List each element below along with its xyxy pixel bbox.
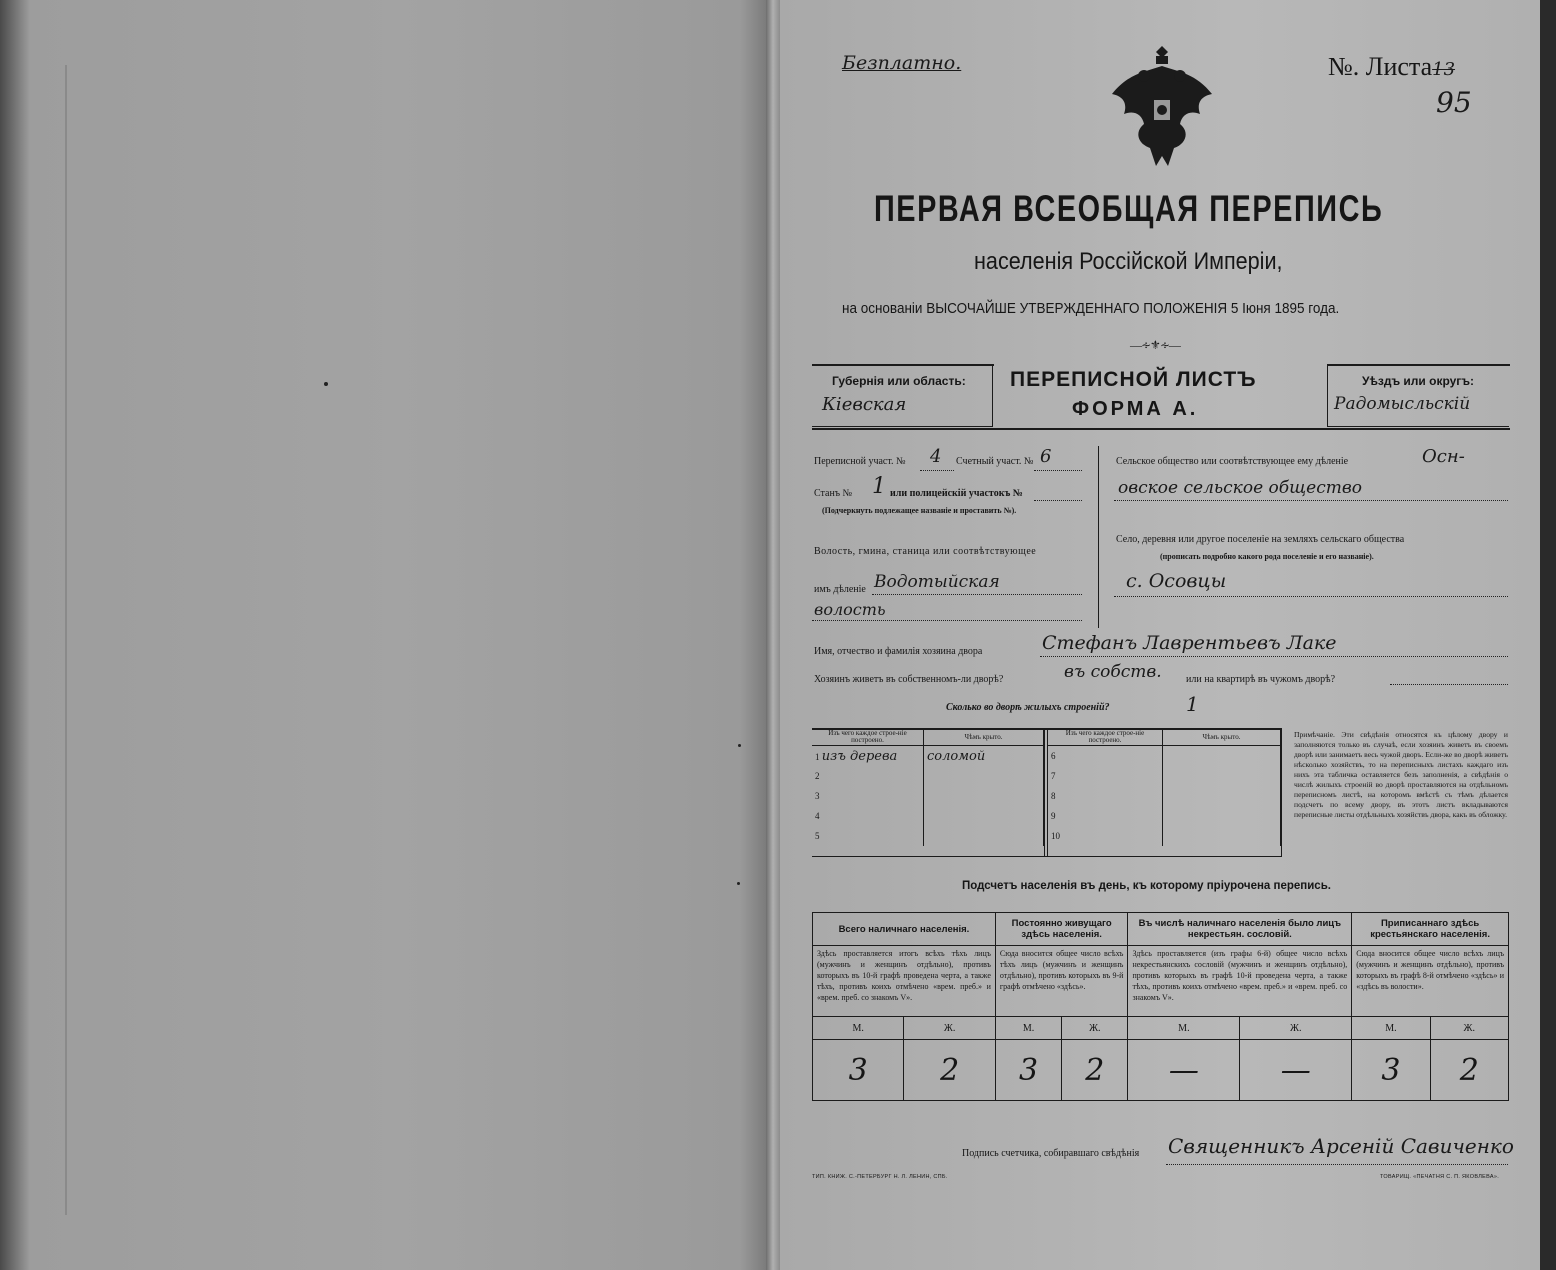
- male-label: М.: [995, 1017, 1061, 1040]
- printer-mark-left: ТИП. КНИЖ. С.-ПЕТЕРБУРГ Н. Л. ЛЕНИН, СПБ.: [812, 1174, 948, 1180]
- row-number: 5: [815, 831, 820, 841]
- summary-col-description: Здѣсь проставляется итогъ всѣхъ тѣхъ лицъ (мужчинъ и женщинъ отдѣльно), противъ которыхъ въ 10-й графѣ проведена черта, а также тѣхъ, противъ коихъ отмѣчено «врем. преб.» и «врем. преб. со знакомъ V».: [813, 946, 996, 1017]
- roof-col-header: Чѣмъ крыто.: [1163, 729, 1281, 746]
- permanent-male-value: 3: [995, 1040, 1061, 1101]
- summary-col-header: Всего наличнаго населенія.: [813, 913, 996, 946]
- stan-value: 1: [872, 474, 886, 499]
- owner-label: Имя, отчество и фамилія хозяина двора: [814, 646, 983, 657]
- row-number: 3: [815, 791, 820, 801]
- roof-col-header: Чѣмъ крыто.: [924, 729, 1044, 746]
- row-number: 9: [1051, 811, 1056, 821]
- form-title: ПЕРЕПИСНОЙ ЛИСТЪ: [1010, 368, 1257, 391]
- owner-line: [1040, 656, 1508, 657]
- female-label: Ж.: [1430, 1017, 1508, 1040]
- schet-uchastok-line: [1034, 470, 1082, 471]
- roof-value: соломой: [924, 746, 1044, 767]
- female-label: Ж.: [1062, 1017, 1128, 1040]
- non-peasant-male-value: —: [1128, 1040, 1240, 1101]
- male-label: М.: [1352, 1017, 1430, 1040]
- building-row: [812, 806, 1044, 826]
- sheet-number-label-text: №. Листа: [1328, 52, 1433, 81]
- row-number: 7: [1051, 771, 1056, 781]
- building-row: [1048, 806, 1281, 826]
- basis-line: на основаніи ВЫСОЧАЙШЕ УТВЕРЖДЕННАГО ПОЛОЖЕНІЯ 5 Іюня 1895 года.: [842, 300, 1340, 317]
- village-line: [1114, 596, 1508, 597]
- population-summary-table: [812, 912, 1509, 1101]
- summary-title: Подсчетъ населенія въ день, къ которому пріурочена перепись.: [962, 880, 1331, 892]
- volost-line-2: [812, 620, 1082, 621]
- cover-speck: [324, 382, 328, 386]
- sub-title: населенія Россійской Имперіи,: [974, 248, 1283, 275]
- gubernia-label: Губернія или область:: [832, 374, 966, 388]
- fields-divider: [1098, 446, 1099, 628]
- cover-fold-line: [65, 65, 67, 1215]
- buildings-table-right: [1281, 728, 1282, 856]
- cover-speck: [737, 882, 740, 885]
- female-label: Ж.: [1240, 1017, 1352, 1040]
- row-number: 6: [1051, 751, 1056, 761]
- volost-label: Волость, гмина, станица или соотвѣтствующее: [814, 546, 1037, 557]
- signature-line: [1166, 1164, 1508, 1165]
- society-label: Сельское общество или соотвѣтствующее ему дѣленіе: [1116, 456, 1349, 467]
- volost-value-2: волость: [814, 600, 886, 619]
- village-note: (прописать подробно какого рода поселеніе и его названіе).: [1160, 552, 1374, 561]
- gubernia-top-rule: [812, 364, 994, 366]
- material-col-header: Изъ чего каждое строе-ніе построено.: [812, 729, 924, 746]
- row-number: 1: [815, 751, 820, 762]
- buildings-note: Примѣчаніе. Эти свѣдѣнія относятся къ цѣлому двору и заполняются только въ случаѣ, если хозяинъ живетъ въ своемъ дворѣ или занимаетъ весь чужой дворъ. Если-же во дворѣ живетъ нѣсколько хозяйствъ, то на переписныхъ листахъ каждаго изъ нихъ эта табличка оставляется безъ заполненія, а свѣдѣнія о числѣ жилыхъ строеній во дворѣ проставляются на отдѣльномъ переписномъ листѣ, на которомъ вмѣстѣ съ тѣмъ дѣлается подсчетъ по всему двору, въ этотъ листъ вкладываются переписные листы отдѣльныхъ хозяйствъ двора, какъ въ обложку.: [1294, 730, 1508, 819]
- rent-line: [1390, 684, 1508, 685]
- book-spine: [766, 0, 780, 1270]
- ornament-divider: —∻⚜∻—: [1130, 338, 1180, 352]
- buildings-table-right: [1048, 729, 1281, 846]
- cover-speck: [738, 744, 741, 747]
- village-value: с. Осовцы: [1126, 570, 1227, 592]
- main-title: ПЕРВАЯ ВСЕОБЩАЯ ПЕРЕПИСЬ: [874, 188, 1384, 229]
- perepis-uchastok-label: Переписной участ. №: [814, 456, 906, 467]
- society-line: [1114, 500, 1508, 501]
- building-row: [812, 786, 1044, 806]
- schet-uchastok-label: Счетный участ. №: [956, 456, 1034, 467]
- total-female-value: 2: [904, 1040, 995, 1101]
- own-yard-label: Хозяинъ живетъ въ собственномъ-ли дворѣ?: [814, 674, 1004, 685]
- summary-col-description: Сюда вносится общее число всѣхъ лицъ (мужчинъ и женщинъ отдѣльно), противъ которыхъ въ графѣ 8-й отмѣчено «здѣсь» и «здѣсь въ волости».: [1352, 946, 1509, 1017]
- society-value-2: овское сельское общество: [1118, 478, 1362, 498]
- society-value: Осн-: [1422, 446, 1465, 467]
- summary-col-header: Приписаннаго здѣсь крестьянскаго населенія.: [1352, 913, 1509, 946]
- permanent-female-value: 2: [1062, 1040, 1128, 1101]
- signature-value: Священникъ Арсеній Савиченко: [1168, 1134, 1514, 1158]
- female-label: Ж.: [904, 1017, 995, 1040]
- buildings-table-left: [812, 729, 1044, 846]
- form-subtitle: ФОРМА А.: [1072, 398, 1199, 420]
- sheet-number-label: [1328, 52, 1455, 82]
- owner-value: Стефанъ Лаврентьевъ Лаке: [1042, 632, 1337, 654]
- registered-male-value: 3: [1352, 1040, 1430, 1101]
- uezd-value: Радомысльскій: [1334, 394, 1471, 414]
- schet-uchastok-value: 6: [1040, 446, 1052, 467]
- total-male-value: 3: [813, 1040, 904, 1101]
- sheet-number-handwritten: 95: [1436, 86, 1472, 119]
- volost-value: Водотыйская: [874, 572, 1000, 592]
- row-number: 10: [1051, 831, 1060, 841]
- male-label: М.: [813, 1017, 904, 1040]
- summary-col-header: Въ числѣ наличнаго населенія было лицъ некрестьян. сословій.: [1128, 913, 1352, 946]
- building-row: [812, 746, 1044, 767]
- perepis-uchastok-line: [920, 470, 954, 471]
- signature-label: Подпись счетчика, собиравшаго свѣдѣнія: [962, 1148, 1140, 1159]
- row-number: 2: [815, 771, 820, 781]
- building-row: [812, 766, 1044, 786]
- material-col-header: Изъ чего каждое строе-ніе построено.: [1048, 729, 1163, 746]
- buildings-value: 1: [1186, 692, 1199, 716]
- uezd-top-rule: [1327, 364, 1510, 366]
- volost-label-2: имъ дѣленіе: [814, 584, 866, 595]
- village-label: Село, деревня или другое поселеніе на земляхъ сельскаго общества: [1116, 534, 1405, 545]
- male-label: М.: [1128, 1017, 1240, 1040]
- uezd-label: Уѣздъ или округъ:: [1362, 374, 1475, 388]
- sheet-number-struck: 13: [1432, 59, 1456, 80]
- perepis-uchastok-value: 4: [930, 446, 942, 467]
- form-header-bottom-rule: [812, 428, 1510, 430]
- summary-col-description: Сюда вносится общее число всѣхъ тѣхъ лицъ (мужчинъ и женщинъ отдѣльно), противъ которыхъ въ 9-й графѣ отмѣчено «здѣсь».: [995, 946, 1128, 1017]
- imperial-eagle-emblem: [1104, 44, 1220, 168]
- police-uchastok-line: [1034, 500, 1082, 501]
- non-peasant-female-value: —: [1240, 1040, 1352, 1101]
- summary-col-header: Постоянно живущаго здѣсь населенія.: [995, 913, 1128, 946]
- police-uchastok-label: или полицейскій участокъ №: [890, 488, 1023, 499]
- building-row: [1048, 826, 1281, 846]
- row-number: 8: [1051, 791, 1056, 801]
- underline-note: (Подчеркнуть подлежащее названіе и проставить №).: [822, 506, 1017, 515]
- building-row: [1048, 786, 1281, 806]
- rent-label: или на квартирѣ въ чужомъ дворѣ?: [1186, 674, 1336, 685]
- buildings-label: Сколько во дворѣ жилыхъ строеній?: [946, 702, 1110, 713]
- registered-female-value: 2: [1430, 1040, 1508, 1101]
- free-label: Безплатно.: [842, 52, 962, 74]
- left-cover-page: [0, 0, 770, 1270]
- building-row: [1048, 766, 1281, 786]
- own-yard-value: въ собств.: [1064, 662, 1162, 682]
- printer-mark-right: ТОВАРИЩ. «ПЕЧАТНЯ С. П. ЯКОВЛЕВА».: [1380, 1174, 1500, 1180]
- row-number: 4: [815, 811, 820, 821]
- building-row: [1048, 746, 1281, 767]
- page-edge: [1540, 0, 1556, 1270]
- building-row: [812, 826, 1044, 846]
- material-value: изъ дерева: [821, 748, 898, 764]
- buildings-table-bottom: [812, 856, 1282, 857]
- volost-line: [872, 594, 1082, 595]
- stan-label: Станъ №: [814, 488, 853, 499]
- summary-col-description: Здѣсь проставляется (изъ графы 6-й) общее число всѣхъ некрестьянскихъ сословій (мужчинъ и женщинъ отдѣльно), противъ которыхъ въ графѣ 10-й проведена черта, а также тѣхъ, противъ коихъ отмѣчено «врем. преб.» и «врем. преб. со знакомъ V».: [1128, 946, 1352, 1017]
- gubernia-value: Кіевская: [822, 394, 907, 415]
- buildings-table-mid-1: [1044, 728, 1045, 856]
